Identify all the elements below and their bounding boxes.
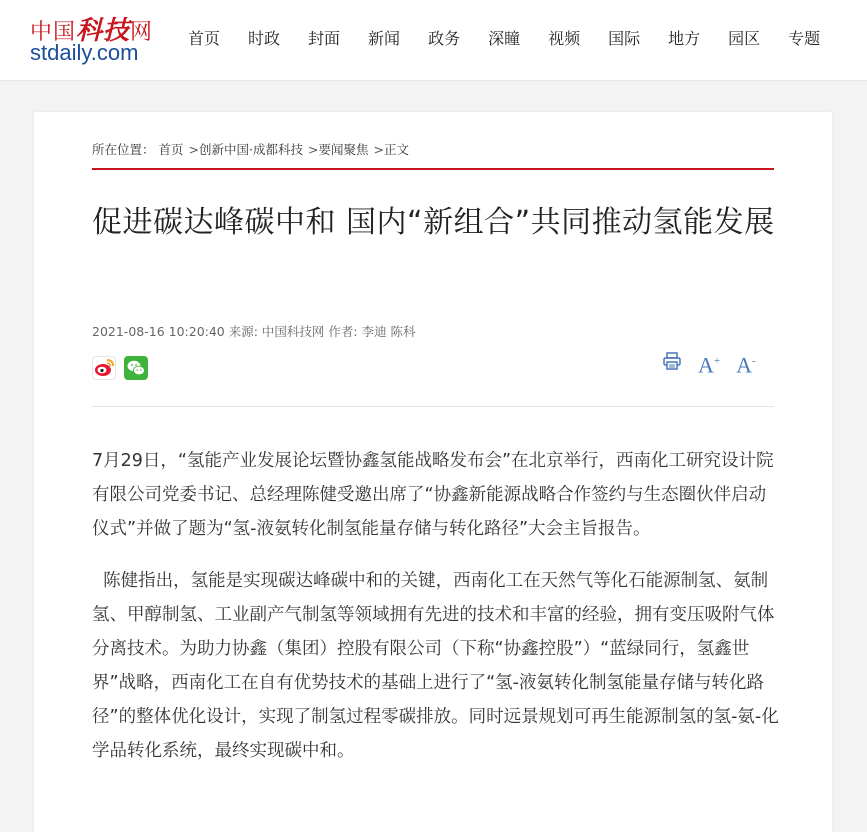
nav-item-news[interactable]: 新闻 bbox=[368, 29, 401, 48]
article-title: 促进碳达峰碳中和 国内“新组合”共同推动氢能发展 bbox=[92, 205, 775, 240]
nav-item-cover[interactable]: 封面 bbox=[308, 29, 341, 48]
weibo-share-icon[interactable] bbox=[92, 356, 116, 380]
divider bbox=[92, 406, 774, 407]
font-increase-icon[interactable]: A+ bbox=[698, 352, 721, 378]
breadcrumb-separator: > bbox=[307, 142, 319, 157]
breadcrumb bbox=[92, 140, 774, 170]
breadcrumb-separator: > bbox=[373, 142, 384, 157]
article-paragraph: 7月29日，“氢能产业发展论坛暨协鑫氢能战略发布会”在北京举行，西南化工研究设计院有限公司党委书记、总经理陈健受邀出席了“协鑫新能源战略合作签约与生态圈伙伴启动仪式”并做了题为“氢-液氨转化制氢能量存储与转化路径”大会主旨报告。 bbox=[92, 451, 774, 539]
article-paragraph: 陈健指出，氢能是实现碳达峰碳中和的关键，西南化工在天然气等化石能源制氢、氨制氢、甲醇制氢、工业副产气制氢等领域拥有先进的技术和丰富的经验，拥有变压吸附气体分离技术。为助力协鑫（集团）控股有限公司（下称“协鑫控股”）“蓝绿同行，氢鑫世界”战略，西南化工在自有优势技术的基础上进行了“氢-液氨转化制氢能量存储与转化路径”的整体优化设计，实现了制氢过程零碳排放。同时远景规划可再生能源制氢的氢-氨-化学品转化系统，最终实现碳中和。 bbox=[92, 571, 779, 761]
breadcrumb-separator: > bbox=[188, 142, 199, 157]
font-decrease-icon[interactable]: A- bbox=[736, 352, 756, 378]
breadcrumb-item-channel[interactable]: 创新中国·成都科技 bbox=[199, 142, 303, 157]
logo-english: stdaily.com bbox=[30, 40, 139, 65]
nav-item-government[interactable]: 政务 bbox=[428, 29, 461, 48]
article-body bbox=[92, 444, 782, 786]
nav-item-video[interactable]: 视频 bbox=[548, 29, 581, 48]
print-icon[interactable] bbox=[662, 351, 682, 376]
nav-item-parks[interactable]: 园区 bbox=[728, 29, 761, 48]
nav-item-international[interactable]: 国际 bbox=[608, 29, 641, 48]
site-logo[interactable] bbox=[30, 10, 155, 66]
article-tools bbox=[662, 350, 756, 376]
nav-item-local[interactable]: 地方 bbox=[668, 29, 701, 48]
nav-item-topics[interactable]: 专题 bbox=[788, 29, 821, 48]
breadcrumb-item-current: 正文 bbox=[383, 142, 409, 157]
logo-chinese: 中国科技网 bbox=[30, 16, 154, 46]
nav-item-deep[interactable]: 深瞳 bbox=[488, 29, 521, 48]
breadcrumb-label: 所在位置： bbox=[92, 142, 155, 157]
article-card bbox=[34, 112, 832, 832]
site-header bbox=[0, 0, 867, 81]
share-buttons bbox=[92, 356, 156, 380]
breadcrumb-item-home[interactable]: 首页 bbox=[158, 142, 184, 157]
main-nav bbox=[188, 24, 848, 54]
wechat-share-icon[interactable] bbox=[124, 356, 148, 380]
nav-item-politics[interactable]: 时政 bbox=[248, 29, 281, 48]
breadcrumb-item-section[interactable]: 要闻聚焦 bbox=[318, 142, 369, 157]
article-meta: 2021-08-16 10:20:40 来源: 中国科技网 作者: 李迪 陈科 bbox=[92, 324, 416, 339]
nav-item-home[interactable]: 首页 bbox=[188, 29, 221, 48]
